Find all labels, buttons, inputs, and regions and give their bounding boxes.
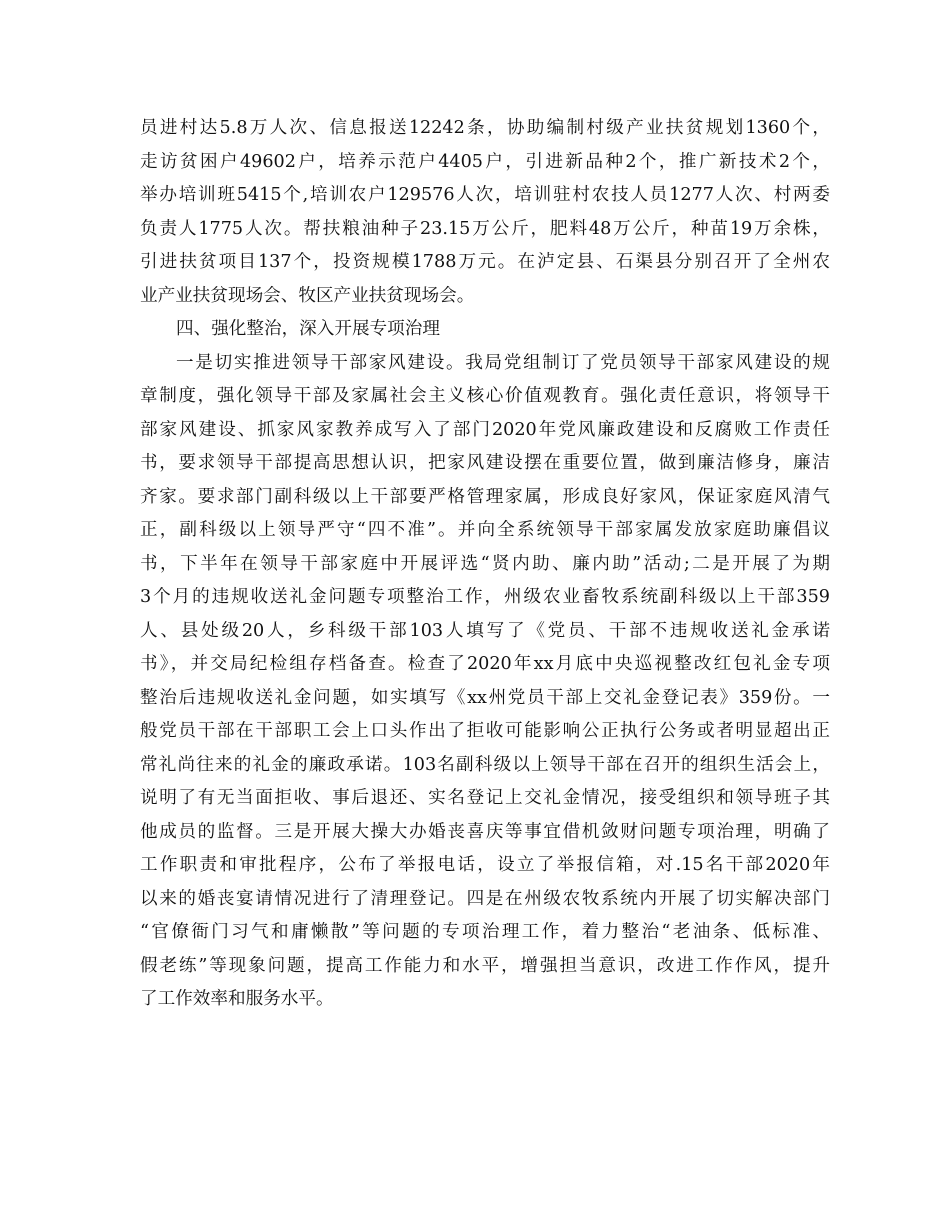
text-line: 员进村达5.8万人次、信息报送12242条，协助编制村级产业扶贫规划1360个，	[140, 118, 830, 138]
text-line: 3个月的违规收送礼金问题专项整治工作，州级农业畜牧系统副科级以上干部359	[140, 587, 830, 607]
text-line: 正，副科级以上领导严守“四不准”。并向全系统领导干部家属发放家庭助廉倡议	[140, 520, 830, 540]
text-line: 走访贫困户49602户，培养示范户4405户，引进新品种2个，推广新技术2个，	[140, 151, 830, 172]
body-text	[140, 112, 830, 1017]
text-line: 书，下半年在领导干部家庭中开展评选“贤内助、廉内助”活动;二是开展了为期	[140, 553, 830, 574]
text-line: 书，要求领导干部提高思想认识，把家风建设摆在重要位置，做到廉洁修身，廉洁	[140, 453, 830, 473]
text-line: 齐家。要求部门副科级以上干部要严格管理家属，形成良好家风，保证家庭风清气	[140, 486, 830, 507]
text-line: 工作职责和审批程序，公布了举报电话，设立了举报信箱，对.15名干部2020年	[140, 855, 830, 875]
text-line: 常礼尚往来的礼金的廉政承诺。103名副科级以上领导干部在召开的组织生活会上，	[140, 754, 830, 775]
section-heading: 四、强化整治，深入开展专项治理	[176, 319, 440, 339]
text-line: 人、县处级20人，乡科级干部103人填写了《党员、干部不违规收送礼金承诺	[140, 620, 830, 641]
text-line: 部家风建设、抓家风家教养成写入了部门2020年党风廉政建设和反腐败工作责任	[140, 419, 830, 440]
text-line: 他成员的监督。三是开展大操大办婚丧喜庆等事宜借机敛财问题专项治理，明确了	[140, 821, 830, 842]
text-line: 般党员干部在干部职工会上口头作出了拒收可能影响公正执行公务或者明显超出正	[140, 721, 830, 741]
text-line: 书》，并交局纪检组存档备查。检查了2020年xx月底中央巡视整改红包礼金专项	[140, 654, 830, 674]
text-line: 负责人1775人次。帮扶粮油种子23.15万公斤，肥料48万公斤，种苗19万余株，	[140, 218, 830, 239]
text-line: 举办培训班5415个,培训农户129576人次，培训驻村农技人员1277人次、村两委	[140, 185, 830, 205]
text-line: 整治后违规收送礼金问题，如实填写《xx州党员干部上交礼金登记表》359份。一	[140, 687, 830, 708]
text-line: “官僚衙门习气和庸懒散”等问题的专项治理工作，着力整治“老油条、低标准、	[140, 922, 830, 942]
text-line: 引进扶贫项目137个，投资规模1788万元。在泸定县、石渠县分别召开了全州农	[140, 252, 830, 272]
text-line: 章制度，强化领导干部及家属社会主义核心价值观教育。强化责任意识，将领导干	[140, 386, 830, 406]
text-line: 说明了有无当面拒收、事后退还、实名登记上交礼金情况，接受组织和领导班子其	[140, 788, 830, 808]
text-line: 业产业扶贫现场会、牧区产业扶贫现场会。	[140, 285, 475, 306]
text-line: 假老练”等现象问题，提高工作能力和水平，增强担当意识，改进工作作风，提升	[140, 955, 830, 976]
text-line: 以来的婚丧宴请情况进行了清理登记。四是在州级农牧系统内开展了切实解决部门	[140, 888, 830, 909]
text-line: 了工作效率和服务水平。	[140, 989, 334, 1009]
text-line: 一是切实推进领导干部家风建设。我局党组制订了党员领导干部家风建设的规	[176, 352, 830, 373]
